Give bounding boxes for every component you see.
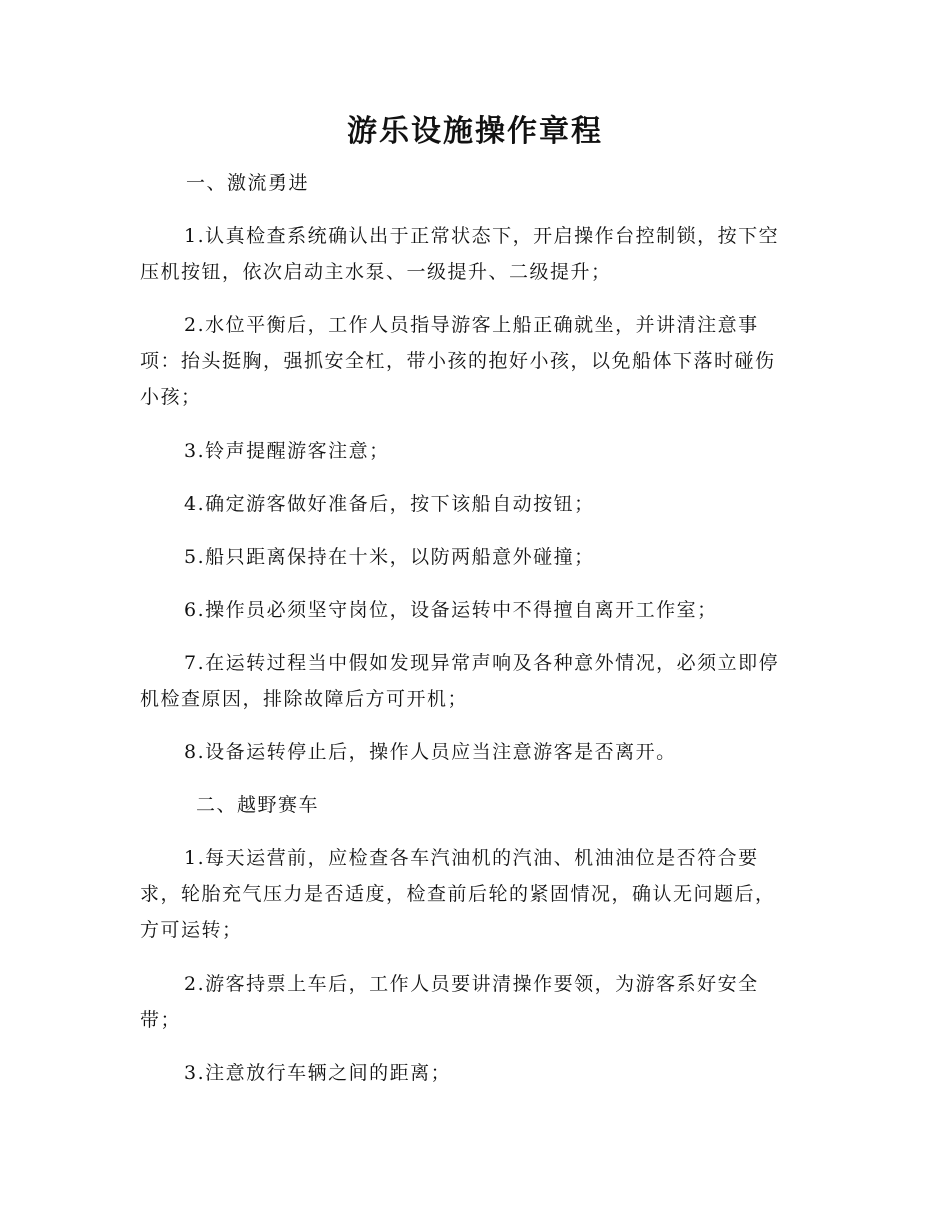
list-item: 5.船只距离保持在十米，以防两船意外碰撞； <box>184 546 595 568</box>
list-item: 6.操作员必须坚守岗位，设备运转中不得擅自离开工作室； <box>184 599 718 621</box>
list-item: 7.在运转过程当中假如发现异常声响及各种意外情况，必须立即停机检查原因，排除故障后方可开机； <box>140 652 780 710</box>
list-item: 3.注意放行车辆之间的距离； <box>184 1062 452 1084</box>
list-item: 3.铃声提醒游客注意； <box>184 440 390 462</box>
list-item: 8.设备运转停止后，操作人员应当注意游客是否离开。 <box>184 741 677 763</box>
list-item: 2.游客持票上车后，工作人员要讲清操作要领，为游客系好安全带； <box>140 973 759 1031</box>
section-heading-1: 一、激流勇进 <box>186 172 310 194</box>
section-heading-2: 二、越野赛车 <box>196 794 320 816</box>
list-item: 1.每天运营前，应检查各车汽油机的汽油、机油油位是否符合要求，轮胎充气压力是否适度，检查前后轮的紧固情况，确认无问题后，方可运转； <box>140 847 776 941</box>
list-item: 4.确定游客做好准备后，按下该船自动按钮； <box>184 493 595 515</box>
list-item: 2.水位平衡后，工作人员指导游客上船正确就坐，并讲清注意事项：抬头挺胸，强抓安全杠，带小孩的抱好小孩，以免船体下落时碰伤小孩； <box>140 314 776 408</box>
document-title: 游乐设施操作章程 <box>347 114 603 149</box>
list-item: 1.认真检查系统确认出于正常状态下，开启操作台控制锁，按下空压机按钮，依次启动主水泵、一级提升、二级提升； <box>140 225 780 283</box>
